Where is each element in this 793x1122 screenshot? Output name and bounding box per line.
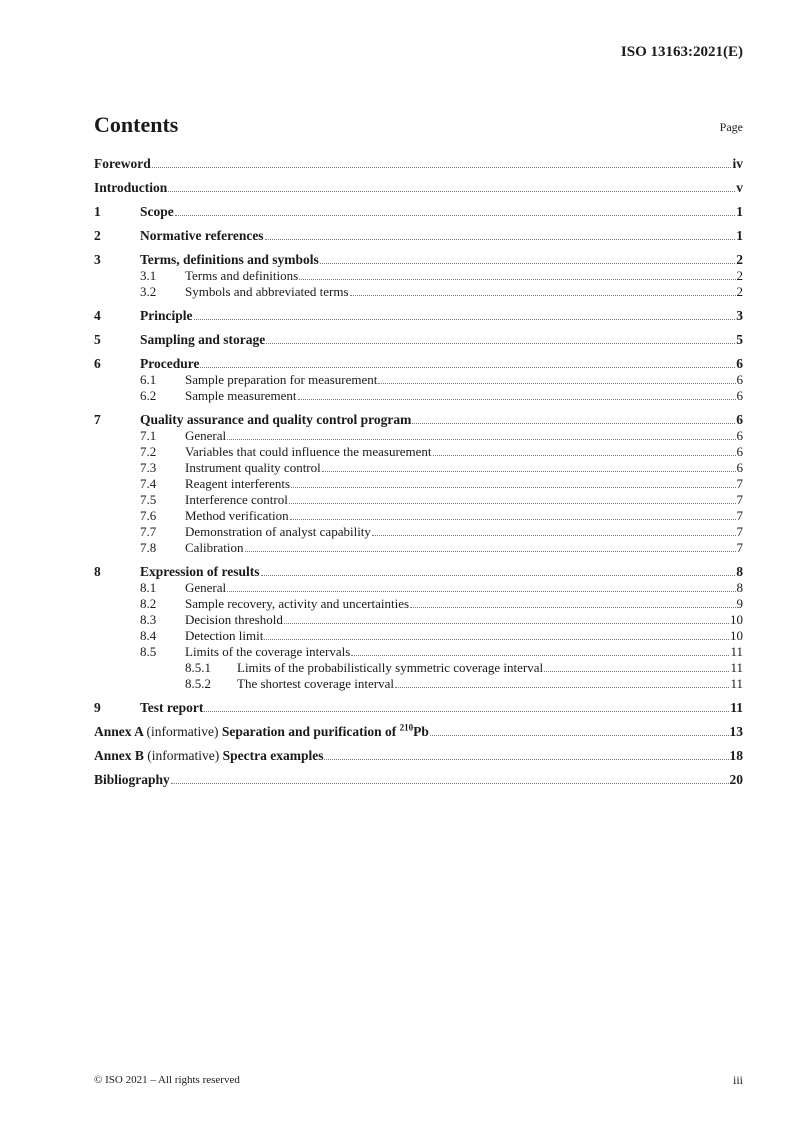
title-text: Interference control [185,492,288,507]
annex-label: Annex A [94,724,144,739]
title-text: Reagent interferents [185,476,291,491]
toc-entry[interactable] [94,660,743,676]
section-title [237,676,394,692]
toc-entry[interactable] [94,372,743,388]
page-number: 10 [730,628,743,643]
dot-leader [168,190,735,192]
toc-entry[interactable] [94,508,743,524]
toc-entry[interactable] [94,540,743,556]
section-title [185,388,297,404]
page-number: 1 [736,204,743,219]
page-number: 6 [736,356,743,371]
title-text: Decision threshold [185,612,283,627]
toc-entry[interactable] [94,556,743,580]
dot-leader [291,486,735,488]
dot-leader [265,238,736,240]
page-number: 11 [730,676,743,691]
page-number: 11 [730,700,743,715]
page-number: 6 [736,444,743,459]
dot-leader [410,606,735,608]
section-number: 5 [94,332,101,347]
section-number: 7.4 [140,476,157,491]
title-text: Normative references [140,228,264,243]
dot-leader [227,438,735,440]
section-number: 7.5 [140,492,157,507]
title-text: Separation and purification of [221,724,400,739]
toc-entry[interactable] [94,644,743,660]
footer-copyright: © ISO 2021 – All rights reserved [94,1074,240,1086]
page-number: 6 [736,372,743,387]
title-text: Variables that could influence the measurement [185,444,432,459]
toc-entry[interactable] [94,580,743,596]
section-number: 7.1 [140,428,157,443]
section-number: 4 [94,308,101,323]
section-number: 7.6 [140,508,157,523]
page-number: 1 [736,228,743,243]
section-number: 6.1 [140,372,157,387]
title-text: Foreword [94,156,151,171]
dot-leader [284,622,729,624]
page-column-label: Page [719,120,743,134]
title-text: Sample recovery, activity and uncertainties [185,596,410,611]
dot-leader [200,366,735,368]
section-title [185,596,409,612]
toc-entry[interactable] [94,612,743,628]
page-number: 6 [736,428,743,443]
title-text: Introduction [94,180,168,195]
title-text: General [185,428,227,443]
page-number: 2 [736,284,743,299]
page-number: 8 [736,580,743,595]
section-title [94,180,167,196]
title-text: General [185,580,227,595]
section-number: 3.1 [140,268,157,283]
dot-leader [395,686,729,688]
page-number: 11 [730,660,743,675]
title-text: Calibration [185,540,244,555]
page-number: 7 [736,524,743,539]
title-text: Procedure [140,356,200,371]
section-number: 8.5.2 [185,676,211,691]
section-number: 7.7 [140,524,157,539]
dot-leader [175,214,736,216]
toc-entry[interactable] [94,172,743,196]
section-title [185,524,371,540]
footer-page-number: iii [732,1073,743,1087]
title-text: Scope [140,204,174,219]
toc-entry[interactable] [94,740,743,764]
section-title [185,508,289,524]
section-number: 8 [94,564,101,579]
section-title [185,460,321,476]
section-number: 2 [94,228,101,243]
toc-entry[interactable] [94,692,743,716]
toc-entry[interactable] [94,676,743,692]
section-title [185,268,298,284]
page-number: 9 [736,596,743,611]
section-number: 1 [94,204,101,219]
page-number: 5 [736,332,743,347]
toc-entry[interactable] [94,716,743,740]
page-number: 7 [736,492,743,507]
section-title [140,700,203,716]
dot-leader [322,470,736,472]
page-title: Contents [94,112,179,137]
dot-leader [378,382,735,384]
section-title [237,660,543,676]
annex-label: Annex B [94,748,144,763]
toc-entry[interactable] [94,596,743,612]
title-text: Limits of the coverage intervals [185,644,351,659]
section-title [140,412,411,428]
toc-entry[interactable] [94,324,743,348]
page-number: 7 [736,476,743,491]
dot-leader [298,398,736,400]
title-text: Sample preparation for measurement [185,372,378,387]
page-number: 11 [730,644,743,659]
toc-entry[interactable] [94,492,743,508]
section-title [185,540,244,556]
page-number: 3 [736,308,743,323]
toc-entry[interactable] [94,460,743,476]
title-text: Spectra examples [222,748,324,763]
section-number: 8.1 [140,580,157,595]
title-text: Expression of results [140,564,260,579]
section-title [185,284,349,300]
page-number: 2 [736,268,743,283]
title-text: Sample measurement [185,388,297,403]
section-number: 8.3 [140,612,157,627]
dot-leader [299,278,735,280]
page-number: 13 [729,724,743,739]
section-title [185,428,226,444]
dot-leader [372,534,736,536]
title-text: The shortest coverage interval [237,676,395,691]
section-number: 3 [94,252,101,267]
title-text: Terms, definitions and symbols [140,252,319,267]
section-title [140,228,264,244]
dot-leader [320,262,735,264]
page-number: 7 [736,508,743,523]
document-id: ISO 13163:2021(E) [620,44,743,60]
title-text: Detection limit [185,628,264,643]
section-number: 7.2 [140,444,157,459]
section-title [94,724,429,740]
section-title [94,156,151,172]
dot-leader [289,502,736,504]
section-title [185,580,226,596]
title-text: Symbols and abbreviated terms [185,284,349,299]
toc-entry[interactable] [94,244,743,268]
dot-leader [290,518,736,520]
dot-leader [430,734,729,736]
title-text: Limits of the probabilistically symmetric coverage interval [237,660,544,675]
table-of-contents [94,148,743,788]
section-title [185,612,283,628]
section-number: 7 [94,412,101,427]
toc-entry[interactable] [94,348,743,372]
title-text: Principle [140,308,193,323]
section-title [140,252,319,268]
title-tail: Pb [413,724,429,739]
section-title [94,748,323,764]
toc-entry[interactable] [94,268,743,284]
dot-leader [261,574,736,576]
section-title [185,372,377,388]
section-title [185,492,288,508]
title-text: Bibliography [94,772,170,787]
section-number: 6.2 [140,388,157,403]
dot-leader [264,638,729,640]
dot-leader [194,318,736,320]
section-number: 3.2 [140,284,157,299]
section-number: 7.8 [140,540,157,555]
toc-entry[interactable] [94,388,743,404]
isotope-mass-number: 210 [399,722,414,733]
section-title [140,564,260,580]
dot-leader [204,710,729,712]
dot-leader [433,454,736,456]
title-text: Quality assurance and quality control program [140,412,412,427]
page-number: 6 [736,460,743,475]
dot-leader [245,550,736,552]
section-title [185,476,290,492]
title-text: Method verification [185,508,289,523]
page-number: 2 [736,252,743,267]
title-text: Sampling and storage [140,332,266,347]
dot-leader [171,782,729,784]
title-text: Instrument quality control [185,460,321,475]
annex-type: (informative) [146,724,219,739]
toc-entry[interactable] [94,476,743,492]
title-text: Test report [140,700,204,715]
title-text: Demonstration of analyst capability [185,524,371,539]
section-title [185,444,432,460]
toc-entry[interactable] [94,196,743,220]
title-text: Terms and definitions [185,268,299,283]
toc-entry[interactable] [94,628,743,644]
page-number: iv [732,156,743,171]
page-number: v [736,180,743,195]
page-number: 8 [736,564,743,579]
toc-entry[interactable] [94,148,743,172]
section-number: 7.3 [140,460,157,475]
dot-leader [544,670,729,672]
dot-leader [266,342,735,344]
toc-entry[interactable] [94,284,743,300]
toc-entry[interactable] [94,428,743,444]
toc-entry[interactable] [94,404,743,428]
dot-leader [152,166,732,168]
annex-type: (informative) [147,748,220,763]
toc-entry[interactable] [94,524,743,540]
dot-leader [351,654,729,656]
section-title [140,332,265,348]
dot-leader [350,294,736,296]
section-title [185,628,263,644]
section-title [140,308,193,324]
section-number: 8.5.1 [185,660,211,675]
section-title [140,356,199,372]
dot-leader [412,422,735,424]
page-number: 18 [729,748,743,763]
section-number: 9 [94,700,101,715]
toc-entry[interactable] [94,220,743,244]
toc-entry[interactable] [94,764,743,788]
page-number: 20 [729,772,743,787]
section-title [185,644,350,660]
toc-entry[interactable] [94,300,743,324]
page-number: 10 [730,612,743,627]
section-number: 6 [94,356,101,371]
toc-entry[interactable] [94,444,743,460]
page-number: 6 [736,388,743,403]
section-title [94,772,170,788]
dot-leader [324,758,728,760]
dot-leader [227,590,735,592]
section-title [140,204,174,220]
section-number: 8.2 [140,596,157,611]
section-number: 8.4 [140,628,157,643]
page-number: 6 [736,412,743,427]
section-number: 8.5 [140,644,157,659]
page-number: 7 [736,540,743,555]
